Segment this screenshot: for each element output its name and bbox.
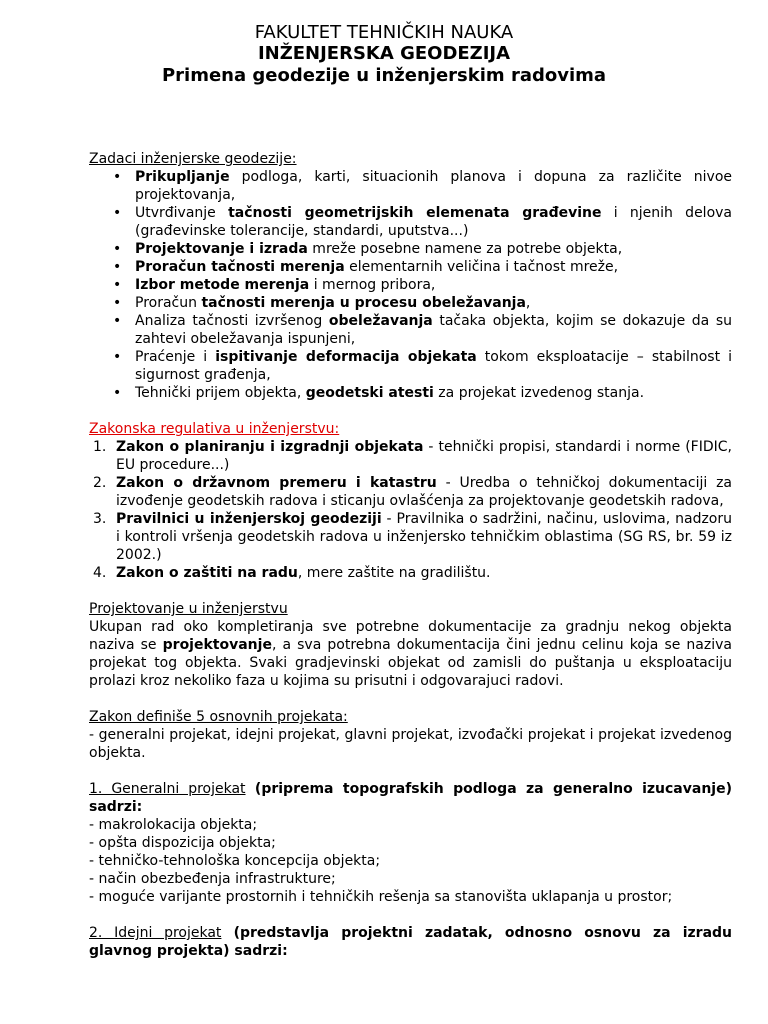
preliminary-project-desc: (predstavlja projektni zadatak, odnosno osnovu za izradu glavnog projekta) sadrzi: [89, 925, 733, 959]
general-project-line: - makrolokacija objekta; [89, 817, 258, 833]
section-title-general-project [89, 780, 732, 816]
task-text-bold: ispitivanje deformacija objekata [215, 349, 477, 365]
task-text-post: tačaka objekta, kojim se dokazuje da su zahtevi obeležavanja ispunjeni, [135, 313, 733, 347]
task-item [89, 348, 732, 384]
preliminary-project-label: 2. Idejni projekat [89, 925, 222, 941]
section-title-design: Projektovanje u inženjerstvu [89, 601, 288, 617]
task-text-post: elementarnih veličina i tačnost mreže, [344, 259, 619, 275]
general-project-line: - opšta dispozicija objekta; [89, 835, 276, 851]
projects-paragraph: - generalni projekat, idejni projekat, glavni projekat, izvođački projekat i projekat izvedenog objekta. [89, 727, 732, 761]
regulation-desc: - Uredba o tehničkoj dokumentaciji za izvođenje geodetskih radova i sticanju ovlašćenja za projektovanje geodetskih radova, [116, 475, 732, 509]
task-text-bold: tačnosti geometrijskih elemenata građevine [228, 205, 602, 221]
bullet-icon: • [113, 169, 122, 185]
task-text-pre: Proračun [135, 295, 202, 311]
task-item [89, 204, 732, 240]
task-text-pre: Praćenje i [135, 349, 216, 365]
section-title-tasks: Zadaci inženjerske geodezije: [89, 151, 297, 167]
task-text-pre: Utvrđivanje [135, 205, 229, 221]
bullet-icon: • [113, 313, 122, 329]
regulation-number: 2. [93, 475, 107, 491]
bullet-icon: • [113, 241, 122, 257]
regulation-item [89, 474, 732, 510]
regulation-name: Pravilnici u inženjerskoj geodeziji [116, 511, 382, 527]
task-text-bold: Prikupljanje [135, 169, 230, 185]
regulation-item [89, 564, 732, 582]
task-text-post: i mernog pribora, [309, 277, 436, 293]
course-title: INŽENJERSKA GEODEZIJA [257, 43, 511, 64]
bullet-icon: • [113, 259, 122, 275]
task-item [89, 312, 732, 348]
task-item [89, 384, 732, 402]
regulation-number: 1. [93, 439, 107, 455]
document-body [89, 150, 732, 960]
general-project-contents [89, 816, 732, 906]
regulation-number: 3. [93, 511, 107, 527]
section-title-regulations: Zakonska regulativa u inženjerstvu: [89, 421, 340, 437]
regulation-name: Zakon o planiranju i izgradnji objekata [116, 439, 424, 455]
bullet-icon: • [113, 295, 122, 311]
section-title-preliminary-project [89, 924, 732, 960]
task-text-post: mreže posebne namene za potrebe objekta, [307, 241, 623, 257]
task-text-bold: Izbor metode merenja [135, 277, 310, 293]
regulation-item [89, 510, 732, 564]
task-text-post: , [525, 295, 531, 311]
task-text-bold: obeležavanja [328, 313, 433, 329]
tasks-list [89, 168, 732, 402]
bullet-icon: • [113, 385, 122, 401]
regulation-name: Zakon o zaštiti na radu [116, 565, 298, 581]
faculty-name: FAKULTET TEHNIČKIH NAUKA [254, 22, 514, 43]
task-text-pre: Analiza tačnosti izvršenog [135, 313, 329, 329]
bullet-icon: • [113, 349, 122, 365]
task-text-bold: geodetski atesti [305, 385, 434, 401]
regulation-item [89, 438, 732, 474]
general-project-line: - tehničko-tehnološka koncepcija objekta; [89, 853, 381, 869]
regulation-desc: - tehnički propisi, standardi i norme (FIDIC, EU procedure...) [116, 439, 732, 473]
regulation-name: Zakon o državnom premeru i katastru [116, 475, 437, 491]
design-text-bold: projektovanje [162, 637, 272, 653]
task-text-bold: Proračun tačnosti merenja [135, 259, 345, 275]
bullet-icon: • [113, 205, 122, 221]
general-project-desc: (priprema topografskih podloga za generalno izucavanje) sadrzi: [89, 781, 732, 815]
task-item [89, 276, 732, 294]
task-text-pre: Tehnički prijem objekta, [135, 385, 306, 401]
task-text-post: za projekat izvedenog stanja. [433, 385, 645, 401]
task-item [89, 240, 732, 258]
task-item [89, 168, 732, 204]
task-text-bold: tačnosti merenja u procesu obeležavanja [201, 295, 526, 311]
task-item [89, 258, 732, 276]
design-paragraph [89, 618, 732, 690]
section-title-projects: Zakon definiše 5 osnovnih projekata: [89, 709, 348, 725]
bullet-icon: • [113, 277, 122, 293]
regulation-desc: - Pravilnika o sadržini, načinu, uslovima, nadzoru i kontroli vršenja geodetskih radova u inženjersko tehničkim oblastima (SG RS, br. 59 iz 2002.) [116, 511, 732, 563]
general-project-line: - moguće varijante prostornih i tehničkih rešenja sa stanovišta uklapanja u prostor; [89, 889, 673, 905]
task-text-post: tokom eksploatacije – stabilnost i sigurnost građenja, [135, 349, 733, 383]
task-text-bold: Projektovanje i izrada [135, 241, 308, 257]
design-text-1: Ukupan rad oko kompletiranja sve potrebne dokumentacije za gradnju nekog objekta naziva se [89, 619, 732, 653]
general-project-label: 1. Generalni projekat [89, 781, 246, 797]
task-text-post: i njenih delova (građevinske tolerancije, standardi, uputstva...) [135, 205, 733, 239]
regulation-number: 4. [93, 565, 107, 581]
regulation-desc: , mere zaštite na gradilištu. [297, 565, 491, 581]
design-text-2: , a sva potrebna dokumentacija čini jednu celinu koja se naziva projekat tog objekta. Svaki gradjevinski objekat od zamisli do puštanja u eksploataciju prolazi kroz nekoliko faza u kojima su prisutni i odgovarajuci radovi. [89, 637, 732, 689]
task-text-post: podloga, karti, situacionih planova i dopuna za različite nivoe projektovanja, [135, 169, 732, 203]
regulations-list [89, 438, 732, 582]
task-item [89, 294, 732, 312]
document-title: Primena geodezije u inženjerskim radovima [161, 65, 607, 86]
general-project-line: - način obezbeđenja infrastrukture; [89, 871, 336, 887]
document-header [0, 0, 768, 87]
